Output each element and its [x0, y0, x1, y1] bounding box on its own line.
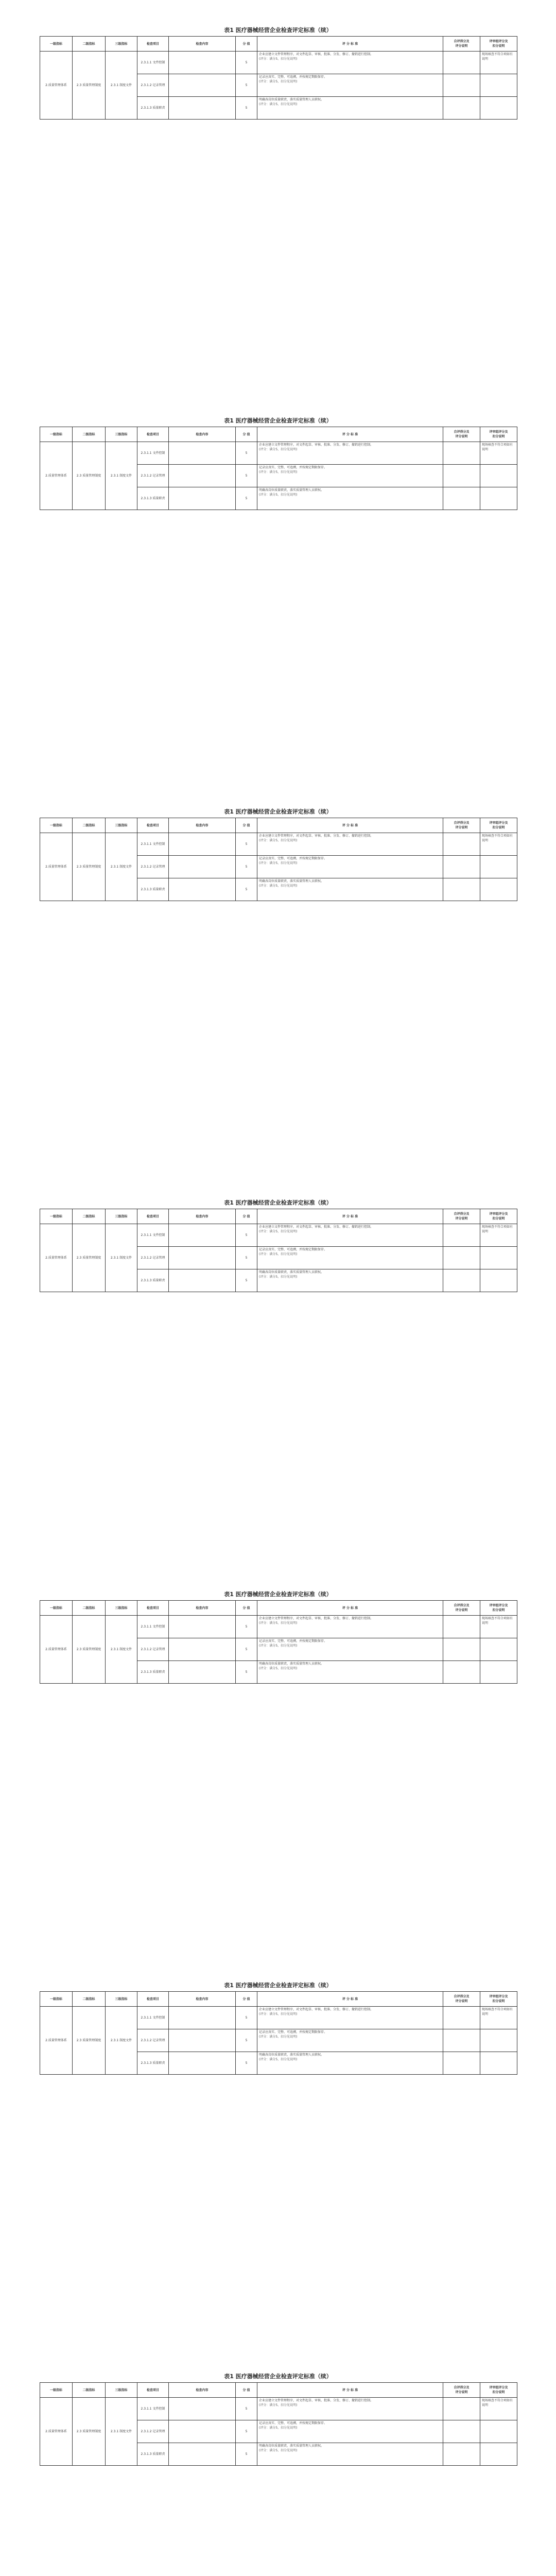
- table-header: [40, 1601, 517, 1615]
- check-item: 2.3.1.3 质量职责: [137, 1269, 168, 1292]
- audit-score: 现场核查不符合项如有说明: [480, 442, 517, 464]
- header-cell: 评 分 标 准: [257, 1601, 443, 1615]
- header-cell: 分 值: [235, 1209, 257, 1224]
- level2: 2.3 质量管理制度: [72, 2398, 105, 2465]
- header-cell: 三级指标: [105, 1992, 137, 2006]
- check-content: [168, 1638, 235, 1660]
- header-cell: 评审组评分及 扣分说明: [480, 37, 517, 51]
- criteria-text: 记录应真实、完整、可追溯，并按规定期限保存。: [259, 1248, 327, 1251]
- header-cell: 一级指标: [49, 1606, 62, 1610]
- score: 5: [235, 833, 257, 855]
- check-content: [168, 878, 235, 901]
- header-cell: 评审组评分及 扣分说明: [480, 818, 517, 833]
- header-cell: 评审组评分及 扣分说明: [480, 2383, 517, 2397]
- audit-score: [480, 1638, 517, 1660]
- group-labels: [40, 442, 137, 510]
- check-item: 2.3.1.1 文件控制: [137, 2398, 168, 2420]
- criteria-text: 企业应建立文件管理程序，对文件起草、审核、批准、分发、修订、撤销进行控制。: [259, 443, 374, 447]
- score: 5: [235, 2443, 257, 2465]
- self-score: [443, 97, 480, 119]
- criteria-text: 企业应建立文件管理程序，对文件起草、审核、批准、分发、修订、撤销进行控制。: [259, 834, 374, 838]
- header-cell: 三级指标: [105, 1601, 137, 1615]
- criteria-score: (评分：满分5，扣分见说明): [259, 1644, 298, 1648]
- criteria: [257, 2007, 443, 2029]
- header-cell: 一级指标: [49, 432, 62, 436]
- table: [40, 1600, 517, 1684]
- self-score: [443, 1638, 480, 1660]
- criteria: [257, 833, 443, 855]
- check-content: [168, 2029, 235, 2052]
- criteria-text: 企业应建立文件管理程序，对文件起草、审核、批准、分发、修订、撤销进行控制。: [259, 1225, 374, 1229]
- check-item: 2.3.1.2 记录管理: [137, 2029, 168, 2052]
- score: 5: [235, 856, 257, 878]
- level2: 2.3 质量管理制度: [72, 1224, 105, 1292]
- table-title: 表1 医疗器械经营企业检查评定标准（续）: [224, 1982, 332, 1989]
- header-cell: 自评得分及 评分说明: [443, 1209, 480, 1224]
- header-cell: 一级指标: [49, 2388, 62, 2392]
- header-cell: 一级指标: [49, 1997, 62, 2001]
- level2: 2.3 质量管理制度: [72, 52, 105, 119]
- criteria: [257, 97, 443, 119]
- header-cell: 三级指标: [105, 37, 137, 51]
- header-cell: 检查内容: [168, 1992, 235, 2006]
- audit-score: [480, 97, 517, 119]
- level1: 2.质量管理体系: [45, 865, 67, 869]
- check-item: 2.3.1.2 记录管理: [137, 2420, 168, 2443]
- table-title: 表1 医疗器械经营企业检查评定标准（续）: [224, 1199, 332, 1206]
- table-header: [40, 1209, 517, 1224]
- check-content: [168, 2443, 235, 2465]
- self-score: [443, 2029, 480, 2052]
- criteria-score: (评分：满分5，扣分见说明): [259, 448, 298, 451]
- check-item: 2.3.1.2 记录管理: [137, 856, 168, 878]
- header-cell: 三级指标: [105, 1209, 137, 1224]
- audit-score: 现场核查不符合项如有说明: [480, 833, 517, 855]
- header-cell: 三级指标: [105, 818, 137, 833]
- self-score: [443, 2443, 480, 2465]
- header-cell: 自评得分及 评分说明: [443, 427, 480, 442]
- header-cell: 一级指标: [49, 1214, 62, 1218]
- criteria: [257, 2052, 443, 2074]
- header-cell: 自评得分及 评分说明: [443, 2383, 480, 2397]
- level2: 2.3 质量管理制度: [72, 2007, 105, 2074]
- header-cell: 检查项目: [137, 1209, 168, 1224]
- criteria-score: (评分：满分5，扣分见说明): [259, 2449, 298, 2452]
- table-header: [40, 37, 517, 51]
- audit-score: [480, 74, 517, 96]
- header-cell: 评 分 标 准: [257, 818, 443, 833]
- header-cell: 分 值: [235, 1601, 257, 1615]
- self-score: [443, 1224, 480, 1246]
- table-title: 表1 医疗器械经营企业检查评定标准（续）: [224, 1591, 332, 1598]
- table-title: 表1 医疗器械经营企业检查评定标准（续）: [224, 417, 332, 424]
- criteria-score: (评分：满分5，扣分见说明): [259, 1275, 298, 1279]
- check-content: [168, 487, 235, 510]
- level3: 2.3.1 制度文件: [105, 833, 137, 901]
- score: 5: [235, 487, 257, 510]
- header-cell: 分 值: [235, 2383, 257, 2397]
- check-item: 2.3.1.2 记录管理: [137, 1638, 168, 1660]
- level2: 2.3 质量管理制度: [72, 442, 105, 510]
- check-item: 2.3.1.1 文件控制: [137, 442, 168, 464]
- header-cell: 分 值: [235, 427, 257, 442]
- check-item: 2.3.1.1 文件控制: [137, 1224, 168, 1246]
- criteria: [257, 1224, 443, 1246]
- table: [40, 2382, 517, 2466]
- self-score: [443, 52, 480, 74]
- criteria-score: (评分：满分5，扣分见说明): [259, 2426, 298, 2430]
- header-cell: 检查项目: [137, 1992, 168, 2006]
- score: 5: [235, 442, 257, 464]
- self-score: [443, 856, 480, 878]
- score: 5: [235, 465, 257, 487]
- score: 5: [235, 1616, 257, 1638]
- check-item: 2.3.1.1 文件控制: [137, 52, 168, 74]
- audit-score: [480, 1247, 517, 1269]
- criteria-score: (评分：满分5，扣分见说明): [259, 861, 298, 865]
- check-content: [168, 2007, 235, 2029]
- score: 5: [235, 52, 257, 74]
- check-content: [168, 1661, 235, 1683]
- header-cell: 检查项目: [137, 1601, 168, 1615]
- header-cell: 二级指标: [72, 1601, 105, 1615]
- check-content: [168, 442, 235, 464]
- check-content: [168, 1616, 235, 1638]
- criteria: [257, 1247, 443, 1269]
- score: 5: [235, 1247, 257, 1269]
- level3: 2.3.1 制度文件: [105, 1616, 137, 1683]
- self-score: [443, 74, 480, 96]
- audit-score: 现场核查不符合项如有说明: [480, 2007, 517, 2029]
- header-cell: 二级指标: [72, 818, 105, 833]
- criteria: [257, 487, 443, 510]
- criteria-score: (评分：满分5，扣分见说明): [259, 1667, 298, 1670]
- level1: 2.质量管理体系: [45, 1256, 67, 1260]
- header-cell: 二级指标: [72, 37, 105, 51]
- header-cell: 检查内容: [168, 1209, 235, 1224]
- criteria: [257, 2029, 443, 2052]
- header-cell: 评 分 标 准: [257, 1992, 443, 2006]
- group-labels: [40, 833, 137, 901]
- audit-score: 现场核查不符合项如有说明: [480, 1616, 517, 1638]
- audit-score: [480, 2443, 517, 2465]
- table-title: 表1 医疗器械经营企业检查评定标准（续）: [224, 2373, 332, 2380]
- header-cell: 检查项目: [137, 2383, 168, 2397]
- check-content: [168, 2398, 235, 2420]
- check-content: [168, 833, 235, 855]
- self-score: [443, 1616, 480, 1638]
- header-cell: 一级指标: [49, 823, 62, 827]
- group-labels: [40, 51, 137, 119]
- header-cell: 检查项目: [137, 37, 168, 51]
- check-content: [168, 465, 235, 487]
- check-content: [168, 74, 235, 96]
- group-labels: [40, 1224, 137, 1292]
- header-cell: 分 值: [235, 818, 257, 833]
- check-item: 2.3.1.3 质量职责: [137, 2052, 168, 2074]
- header-cell: 评 分 标 准: [257, 2383, 443, 2397]
- check-item: 2.3.1.2 记录管理: [137, 1247, 168, 1269]
- criteria-text: 记录应真实、完整、可追溯，并按规定期限保存。: [259, 2030, 327, 2034]
- level1: 2.质量管理体系: [45, 2039, 67, 2042]
- audit-score: [480, 856, 517, 878]
- header-cell: 二级指标: [72, 1209, 105, 1224]
- self-score: [443, 878, 480, 901]
- header-cell: 检查内容: [168, 427, 235, 442]
- criteria-text: 明确各岗位质量职责，落实质量管理人员职权。: [259, 879, 324, 883]
- table-header: [40, 818, 517, 833]
- header-cell: 评 分 标 准: [257, 1209, 443, 1224]
- header-cell: 二级指标: [72, 427, 105, 442]
- check-content: [168, 856, 235, 878]
- level3: 2.3.1 制度文件: [105, 1224, 137, 1292]
- score: 5: [235, 74, 257, 96]
- table: [40, 1991, 517, 2075]
- criteria-text: 明确各岗位质量职责，落实质量管理人员职权。: [259, 2053, 324, 2057]
- check-content: [168, 52, 235, 74]
- criteria: [257, 1661, 443, 1683]
- audit-score: [480, 487, 517, 510]
- criteria-text: 记录应真实、完整、可追溯，并按规定期限保存。: [259, 2421, 327, 2425]
- audit-score: [480, 2029, 517, 2052]
- header-cell: 检查内容: [168, 1601, 235, 1615]
- check-item: 2.3.1.3 质量职责: [137, 487, 168, 510]
- check-content: [168, 1269, 235, 1292]
- group-labels: [40, 1615, 137, 1683]
- audit-score: 现场核查不符合项如有说明: [480, 1224, 517, 1246]
- header-cell: 检查项目: [137, 427, 168, 442]
- level3: 2.3.1 制度文件: [105, 2398, 137, 2465]
- criteria-text: 企业应建立文件管理程序，对文件起草、审核、批准、分发、修订、撤销进行控制。: [259, 2008, 374, 2011]
- criteria: [257, 2398, 443, 2420]
- check-content: [168, 1224, 235, 1246]
- level3: 2.3.1 制度文件: [105, 442, 137, 510]
- check-item: 2.3.1.3 质量职责: [137, 878, 168, 901]
- table: [40, 427, 517, 510]
- criteria-text: 记录应真实、完整、可追溯，并按规定期限保存。: [259, 857, 327, 860]
- criteria: [257, 856, 443, 878]
- self-score: [443, 2052, 480, 2074]
- score: 5: [235, 2007, 257, 2029]
- score: 5: [235, 97, 257, 119]
- criteria-score: (评分：满分5，扣分见说明): [259, 2035, 298, 2039]
- group-labels: [40, 2397, 137, 2465]
- score: 5: [235, 1661, 257, 1683]
- score: 5: [235, 1638, 257, 1660]
- header-cell: 检查内容: [168, 37, 235, 51]
- check-item: 2.3.1.1 文件控制: [137, 2007, 168, 2029]
- audit-score: [480, 465, 517, 487]
- criteria-score: (评分：满分5，扣分见说明): [259, 80, 298, 83]
- table-header: [40, 1992, 517, 2006]
- self-score: [443, 833, 480, 855]
- audit-score: [480, 2052, 517, 2074]
- check-item: 2.3.1.1 文件控制: [137, 1616, 168, 1638]
- audit-score: [480, 878, 517, 901]
- level1: 2.质量管理体系: [45, 83, 67, 87]
- criteria-text: 记录应真实、完整、可追溯，并按规定期限保存。: [259, 466, 327, 469]
- criteria-score: (评分：满分5，扣分见说明): [259, 103, 298, 106]
- header-cell: 一级指标: [49, 42, 62, 46]
- header-cell: 评审组评分及 扣分说明: [480, 427, 517, 442]
- criteria-text: 明确各岗位质量职责，落实质量管理人员职权。: [259, 2444, 324, 2448]
- criteria: [257, 1616, 443, 1638]
- header-cell: 自评得分及 评分说明: [443, 1601, 480, 1615]
- table-title: 表1 医疗器械经营企业检查评定标准（续）: [224, 27, 332, 33]
- check-item: 2.3.1.3 质量职责: [137, 1661, 168, 1683]
- self-score: [443, 2398, 480, 2420]
- audit-score: [480, 1269, 517, 1292]
- table-title: 表1 医疗器械经营企业检查评定标准（续）: [224, 808, 332, 815]
- level1: 2.质量管理体系: [45, 474, 67, 478]
- audit-score: [480, 1661, 517, 1683]
- check-item: 2.3.1.3 质量职责: [137, 2443, 168, 2465]
- score: 5: [235, 1224, 257, 1246]
- audit-score: 现场核查不符合项如有说明: [480, 2398, 517, 2420]
- criteria-score: (评分：满分5，扣分见说明): [259, 493, 298, 497]
- criteria-score: (评分：满分5，扣分见说明): [259, 1621, 298, 1625]
- score: 5: [235, 2029, 257, 2052]
- header-cell: 自评得分及 评分说明: [443, 37, 480, 51]
- header-cell: 检查内容: [168, 818, 235, 833]
- criteria-score: (评分：满分5，扣分见说明): [259, 2012, 298, 2016]
- criteria-text: 企业应建立文件管理程序，对文件起草、审核、批准、分发、修订、撤销进行控制。: [259, 2399, 374, 2402]
- group-labels: [40, 2006, 137, 2074]
- criteria: [257, 2420, 443, 2443]
- header-cell: 评审组评分及 扣分说明: [480, 1601, 517, 1615]
- level1: 2.质量管理体系: [45, 1648, 67, 1651]
- check-content: [168, 2420, 235, 2443]
- header-cell: 评 分 标 准: [257, 37, 443, 51]
- self-score: [443, 465, 480, 487]
- check-item: 2.3.1.1 文件控制: [137, 833, 168, 855]
- criteria-text: 明确各岗位质量职责，落实质量管理人员职权。: [259, 488, 324, 492]
- criteria-score: (评分：满分5，扣分见说明): [259, 884, 298, 888]
- header-cell: 检查内容: [168, 2383, 235, 2397]
- criteria-score: (评分：满分5，扣分见说明): [259, 839, 298, 842]
- self-score: [443, 442, 480, 464]
- score: 5: [235, 2398, 257, 2420]
- check-item: 2.3.1.2 记录管理: [137, 74, 168, 96]
- criteria-score: (评分：满分5，扣分见说明): [259, 1252, 298, 1256]
- criteria-score: (评分：满分5，扣分见说明): [259, 57, 298, 61]
- criteria-text: 明确各岗位质量职责，落实质量管理人员职权。: [259, 98, 324, 101]
- self-score: [443, 1247, 480, 1269]
- header-cell: 二级指标: [72, 2383, 105, 2397]
- criteria-score: (评分：满分5，扣分见说明): [259, 1230, 298, 1233]
- level3: 2.3.1 制度文件: [105, 52, 137, 119]
- header-cell: 二级指标: [72, 1992, 105, 2006]
- table: [40, 1209, 517, 1292]
- criteria-score: (评分：满分5，扣分见说明): [259, 2403, 298, 2407]
- level1: 2.质量管理体系: [45, 2430, 67, 2433]
- check-item: 2.3.1.2 记录管理: [137, 465, 168, 487]
- check-content: [168, 1247, 235, 1269]
- header-cell: 自评得分及 评分说明: [443, 1992, 480, 2006]
- header-cell: 三级指标: [105, 427, 137, 442]
- check-content: [168, 2052, 235, 2074]
- header-cell: 三级指标: [105, 2383, 137, 2397]
- audit-score: 现场核查不符合项如有说明: [480, 52, 517, 74]
- score: 5: [235, 878, 257, 901]
- score: 5: [235, 2420, 257, 2443]
- level2: 2.3 质量管理制度: [72, 833, 105, 901]
- criteria: [257, 1638, 443, 1660]
- criteria-text: 明确各岗位质量职责，落实质量管理人员职权。: [259, 1662, 324, 1666]
- score: 5: [235, 2052, 257, 2074]
- score: 5: [235, 1269, 257, 1292]
- criteria-score: (评分：满分5，扣分见说明): [259, 470, 298, 474]
- check-item: 2.3.1.3 质量职责: [137, 97, 168, 119]
- audit-score: [480, 2420, 517, 2443]
- table: [40, 36, 517, 120]
- criteria-text: 记录应真实、完整、可追溯，并按规定期限保存。: [259, 1639, 327, 1643]
- self-score: [443, 2420, 480, 2443]
- table-header: [40, 427, 517, 442]
- criteria: [257, 465, 443, 487]
- criteria: [257, 1269, 443, 1292]
- criteria-text: 明确各岗位质量职责，落实质量管理人员职权。: [259, 1270, 324, 1274]
- self-score: [443, 1269, 480, 1292]
- table-header: [40, 2383, 517, 2397]
- criteria: [257, 2443, 443, 2465]
- criteria: [257, 878, 443, 901]
- header-cell: 自评得分及 评分说明: [443, 818, 480, 833]
- header-cell: 评审组评分及 扣分说明: [480, 1992, 517, 2006]
- level3: 2.3.1 制度文件: [105, 2007, 137, 2074]
- criteria: [257, 442, 443, 464]
- criteria-text: 企业应建立文件管理程序，对文件起草、审核、批准、分发、修订、撤销进行控制。: [259, 1617, 374, 1620]
- header-cell: 分 值: [235, 37, 257, 51]
- criteria: [257, 74, 443, 96]
- check-content: [168, 97, 235, 119]
- criteria-score: (评分：满分5，扣分见说明): [259, 2058, 298, 2061]
- level2: 2.3 质量管理制度: [72, 1616, 105, 1683]
- header-cell: 评审组评分及 扣分说明: [480, 1209, 517, 1224]
- self-score: [443, 1661, 480, 1683]
- self-score: [443, 487, 480, 510]
- header-cell: 分 值: [235, 1992, 257, 2006]
- table: [40, 818, 517, 901]
- header-cell: 检查项目: [137, 818, 168, 833]
- criteria-text: 记录应真实、完整、可追溯，并按规定期限保存。: [259, 75, 327, 79]
- criteria: [257, 52, 443, 74]
- header-cell: 评 分 标 准: [257, 427, 443, 442]
- self-score: [443, 2007, 480, 2029]
- criteria-text: 企业应建立文件管理程序，对文件起草、审核、批准、分发、修订、撤销进行控制。: [259, 53, 374, 56]
